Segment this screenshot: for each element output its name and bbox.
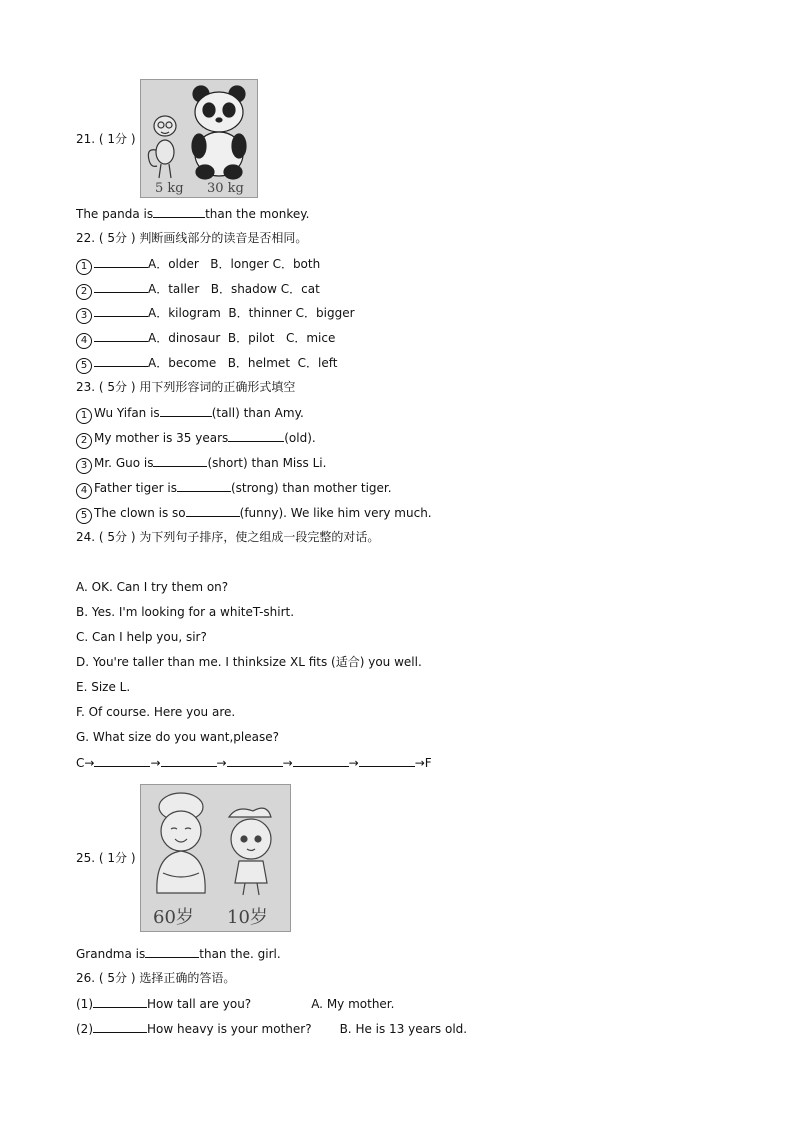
q24-option-g: G. What size do you want,please? xyxy=(76,730,279,744)
q22-item-1 xyxy=(76,255,320,275)
q25-blank[interactable] xyxy=(145,945,199,958)
arrow-icon: → xyxy=(348,756,359,770)
circled-number-3: 3 xyxy=(76,458,92,474)
monkey-weight-label: 5 kg xyxy=(155,181,184,196)
q25-text-before: Grandma is xyxy=(76,947,146,961)
q25-text-after: than the. girl. xyxy=(199,947,281,961)
q22-5-option-c: C．left xyxy=(297,356,338,370)
q23-blank-2[interactable] xyxy=(228,429,284,442)
q26-1-number: (1) xyxy=(76,997,93,1011)
circled-number-2: 2 xyxy=(76,284,92,300)
circled-number-5: 5 xyxy=(76,358,92,374)
circled-number-2: 2 xyxy=(76,433,92,449)
grandma-figure xyxy=(157,793,205,893)
q24-option-f: F. Of course. Here you are. xyxy=(76,705,236,719)
q22-blank-3[interactable] xyxy=(94,304,148,317)
q23-item-2 xyxy=(76,429,316,449)
q22-blank-1[interactable] xyxy=(94,255,148,268)
sequence-blank-2[interactable] xyxy=(161,754,217,767)
arrow-icon: → xyxy=(414,756,425,770)
q24-header: 24. ( 5分 ) 为下列句子排序，使之组成一段完整的对话。 xyxy=(76,530,380,544)
q22-4-option-a: A．dinosaur xyxy=(148,331,221,345)
q24-option-a: A. OK. Can I try them on? xyxy=(76,580,229,594)
q25-sentence xyxy=(76,945,281,962)
arrow-icon: → xyxy=(216,756,227,770)
q22-5-option-b: B．helmet xyxy=(227,356,291,370)
girl-figure xyxy=(229,808,271,895)
q24-option-c: C. Can I help you, sir? xyxy=(76,630,207,644)
q26-1-question: How tall are you? xyxy=(147,997,252,1011)
q22-2-option-b: B．shadow xyxy=(210,282,277,296)
q23-blank-5[interactable] xyxy=(186,504,240,517)
grandma-age-label: 60岁 xyxy=(153,907,194,928)
q23-item-5 xyxy=(76,504,432,524)
q26-answer-a: A. My mother. xyxy=(311,997,395,1011)
q26-item-2 xyxy=(76,1020,467,1037)
arrow-icon: → xyxy=(282,756,293,770)
circled-number-4: 4 xyxy=(76,333,92,349)
monkey-figure xyxy=(148,116,176,178)
q24-option-d: D. You're taller than me. I thinksize XL fits (适合) you well. xyxy=(76,655,422,669)
q23-2-before: My mother is 35 years xyxy=(94,431,229,445)
sequence-blank-4[interactable] xyxy=(293,754,349,767)
sequence-blank-1[interactable] xyxy=(94,754,150,767)
q23-item-4 xyxy=(76,479,392,499)
q26-item-1 xyxy=(76,995,394,1012)
q22-blank-5[interactable] xyxy=(94,354,148,367)
q23-3-after: (short) than Miss Li. xyxy=(207,456,327,470)
circled-number-4: 4 xyxy=(76,483,92,499)
sequence-blank-5[interactable] xyxy=(359,754,415,767)
q23-2-after: (old). xyxy=(284,431,316,445)
q23-4-before: Father tiger is xyxy=(94,481,177,495)
circled-number-3: 3 xyxy=(76,308,92,324)
q22-blank-4[interactable] xyxy=(94,329,148,342)
girl-age-label: 10岁 xyxy=(227,907,268,928)
arrow-icon: → xyxy=(150,756,161,770)
q26-blank-1[interactable] xyxy=(93,995,147,1008)
q22-header: 22. ( 5分 ) 判断画线部分的读音是否相同。 xyxy=(76,231,308,245)
q23-header: 23. ( 5分 ) 用下列形容词的正确形式填空 xyxy=(76,380,296,394)
q22-item-5 xyxy=(76,354,338,374)
q23-5-after: (funny). We like him very much. xyxy=(239,506,432,520)
q23-1-after: (tall) than Amy. xyxy=(211,406,304,420)
q22-blank-2[interactable] xyxy=(94,280,148,293)
q23-1-before: Wu Yifan is xyxy=(94,406,160,420)
q21-header: 21. ( 1分 ) xyxy=(76,132,136,146)
q22-1-option-a: A．older xyxy=(148,257,199,271)
q22-2-option-c: C．cat xyxy=(280,282,320,296)
sequence-end: F xyxy=(424,756,432,770)
q21-blank[interactable] xyxy=(153,205,205,218)
q26-blank-2[interactable] xyxy=(93,1020,147,1033)
q22-item-4 xyxy=(76,329,335,349)
q22-item-3 xyxy=(76,304,355,324)
q26-answer-b: B. He is 13 years old. xyxy=(339,1022,468,1036)
q21-text-after: than the monkey. xyxy=(205,207,310,221)
q22-item-2 xyxy=(76,280,320,300)
q22-1-option-c: C．both xyxy=(272,257,321,271)
q23-blank-4[interactable] xyxy=(177,479,231,492)
q22-1-option-b: B．longer xyxy=(210,257,269,271)
q23-item-3 xyxy=(76,454,326,474)
q24-option-e: E. Size L. xyxy=(76,680,131,694)
q22-3-option-b: B．thinner xyxy=(228,306,292,320)
q24-sequence xyxy=(76,754,432,771)
q22-5-option-a: A．become xyxy=(148,356,217,370)
circled-number-1: 1 xyxy=(76,259,92,275)
q26-2-question: How heavy is your mother? xyxy=(147,1022,312,1036)
q23-5-before: The clown is so xyxy=(94,506,186,520)
q21-text-before: The panda is xyxy=(76,207,154,221)
q26-header: 26. ( 5分 ) 选择正确的答语。 xyxy=(76,971,236,985)
panda-weight-label: 30 kg xyxy=(207,181,244,196)
q23-3-before: Mr. Guo is xyxy=(94,456,154,470)
q24-option-b: B. Yes. I'm looking for a whiteT-shirt. xyxy=(76,605,295,619)
q26-2-number: (2) xyxy=(76,1022,93,1036)
q23-blank-3[interactable] xyxy=(153,454,207,467)
q21-sentence xyxy=(76,205,309,222)
q23-item-1 xyxy=(76,404,304,424)
sequence-blank-3[interactable] xyxy=(227,754,283,767)
q23-4-after: (strong) than mother tiger. xyxy=(230,481,392,495)
q22-3-option-c: C．bigger xyxy=(295,306,355,320)
sequence-start: C xyxy=(76,756,85,770)
panda-monkey-image xyxy=(140,79,258,198)
q25-header: 25. ( 1分 ) xyxy=(76,851,136,865)
q22-4-option-b: B．pilot xyxy=(227,331,275,345)
panda-figure xyxy=(192,86,246,179)
grandma-girl-image xyxy=(140,784,291,932)
arrow-icon: → xyxy=(84,756,95,770)
circled-number-1: 1 xyxy=(76,408,92,424)
q22-4-option-c: C．mice xyxy=(285,331,336,345)
circled-number-5: 5 xyxy=(76,508,92,524)
q22-3-option-a: A．kilogram xyxy=(148,306,221,320)
q23-blank-1[interactable] xyxy=(160,404,212,417)
q22-2-option-a: A．taller xyxy=(148,282,200,296)
